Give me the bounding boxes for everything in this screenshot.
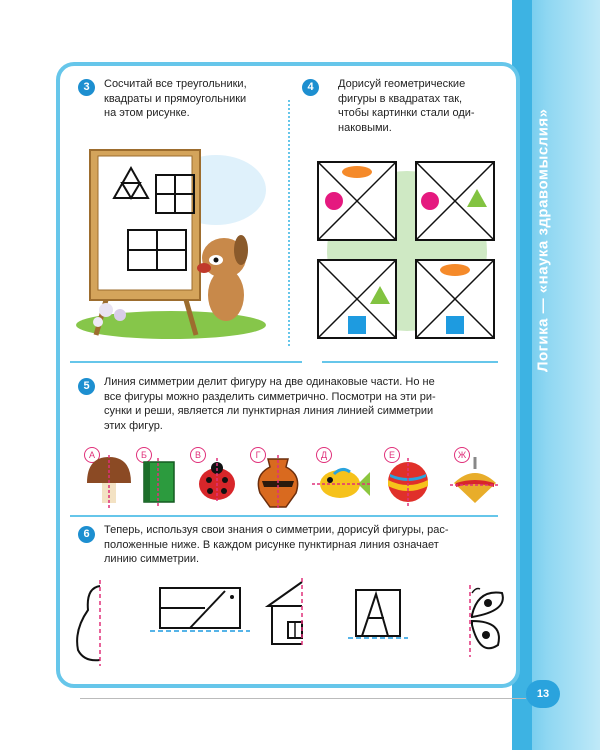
item-letter-badge: Ж (454, 447, 470, 463)
fish-icon (312, 458, 372, 506)
horizontal-separator (70, 361, 302, 363)
item-letter-badge: Г (250, 447, 266, 463)
task-4-line: Дорисуй геометрические (338, 78, 466, 90)
task-4-line: фигуры в квадратах так, (338, 92, 463, 105)
task-3-line: квадраты и прямоугольники (104, 92, 247, 105)
item-letter-badge: Е (384, 447, 400, 463)
horizontal-separator (70, 515, 498, 517)
easel-dog-illustration (76, 140, 276, 340)
task-6-number: 6 (78, 526, 95, 543)
task-4-line: чтобы картинки стали оди- (338, 107, 475, 119)
vertical-separator (288, 100, 290, 346)
task-6-line: Теперь, используя свои знания о симметрии, дорисуй фигуры, рас- (104, 524, 449, 536)
task-5-line: Линия симметрии делит фигуру на две одинаковые части. Но не (104, 376, 435, 388)
half-letter-drawing (348, 580, 408, 645)
footer-line (80, 698, 526, 699)
task-3-number: 3 (78, 79, 95, 96)
ladybug-icon (192, 458, 242, 503)
item-letter-badge: А (84, 447, 100, 463)
vase-icon (250, 455, 306, 510)
task-6-text (104, 523, 500, 567)
horizontal-separator (322, 361, 498, 363)
task-5-line: этих фигур. (104, 419, 163, 432)
half-rectangle-drawing (150, 583, 250, 638)
task-4-number: 4 (302, 79, 319, 96)
task-3-text (104, 77, 294, 121)
task-3-line: Сосчитай все треугольники, (104, 78, 247, 90)
item-letter-badge: Б (136, 447, 152, 463)
task-5-text (104, 375, 500, 433)
task-4-text (338, 77, 508, 135)
task-5-line: все фигуры можно разделить симметрично. Посмотри на эти ри- (104, 390, 436, 403)
spinning-top-icon (450, 455, 500, 507)
task-5-line: сунки и реши, является ли пунктирная линия линией симметрии (104, 405, 434, 417)
page-number: 13 (526, 680, 560, 708)
half-house-drawing (262, 578, 322, 648)
half-pear-drawing (72, 580, 112, 670)
item-letter-badge: В (190, 447, 206, 463)
half-butterfly-drawing (460, 585, 510, 660)
mushroom-icon (84, 455, 134, 510)
sidebar-title: Логика — «наука здравомыслия» (534, 108, 552, 372)
task-3-line: на этом рисунке. (104, 107, 190, 119)
task-4-line: наковыми. (338, 121, 392, 134)
task-6-line: положенные ниже. В каждом рисунке пунктирная линия означает (104, 538, 439, 551)
geometry-squares-illustration (312, 156, 502, 346)
task-5-number: 5 (78, 378, 95, 395)
task-6-line: линию симметрии. (104, 553, 200, 565)
item-letter-badge: Д (316, 447, 332, 463)
ball-icon (384, 458, 432, 506)
book-icon (140, 458, 180, 506)
